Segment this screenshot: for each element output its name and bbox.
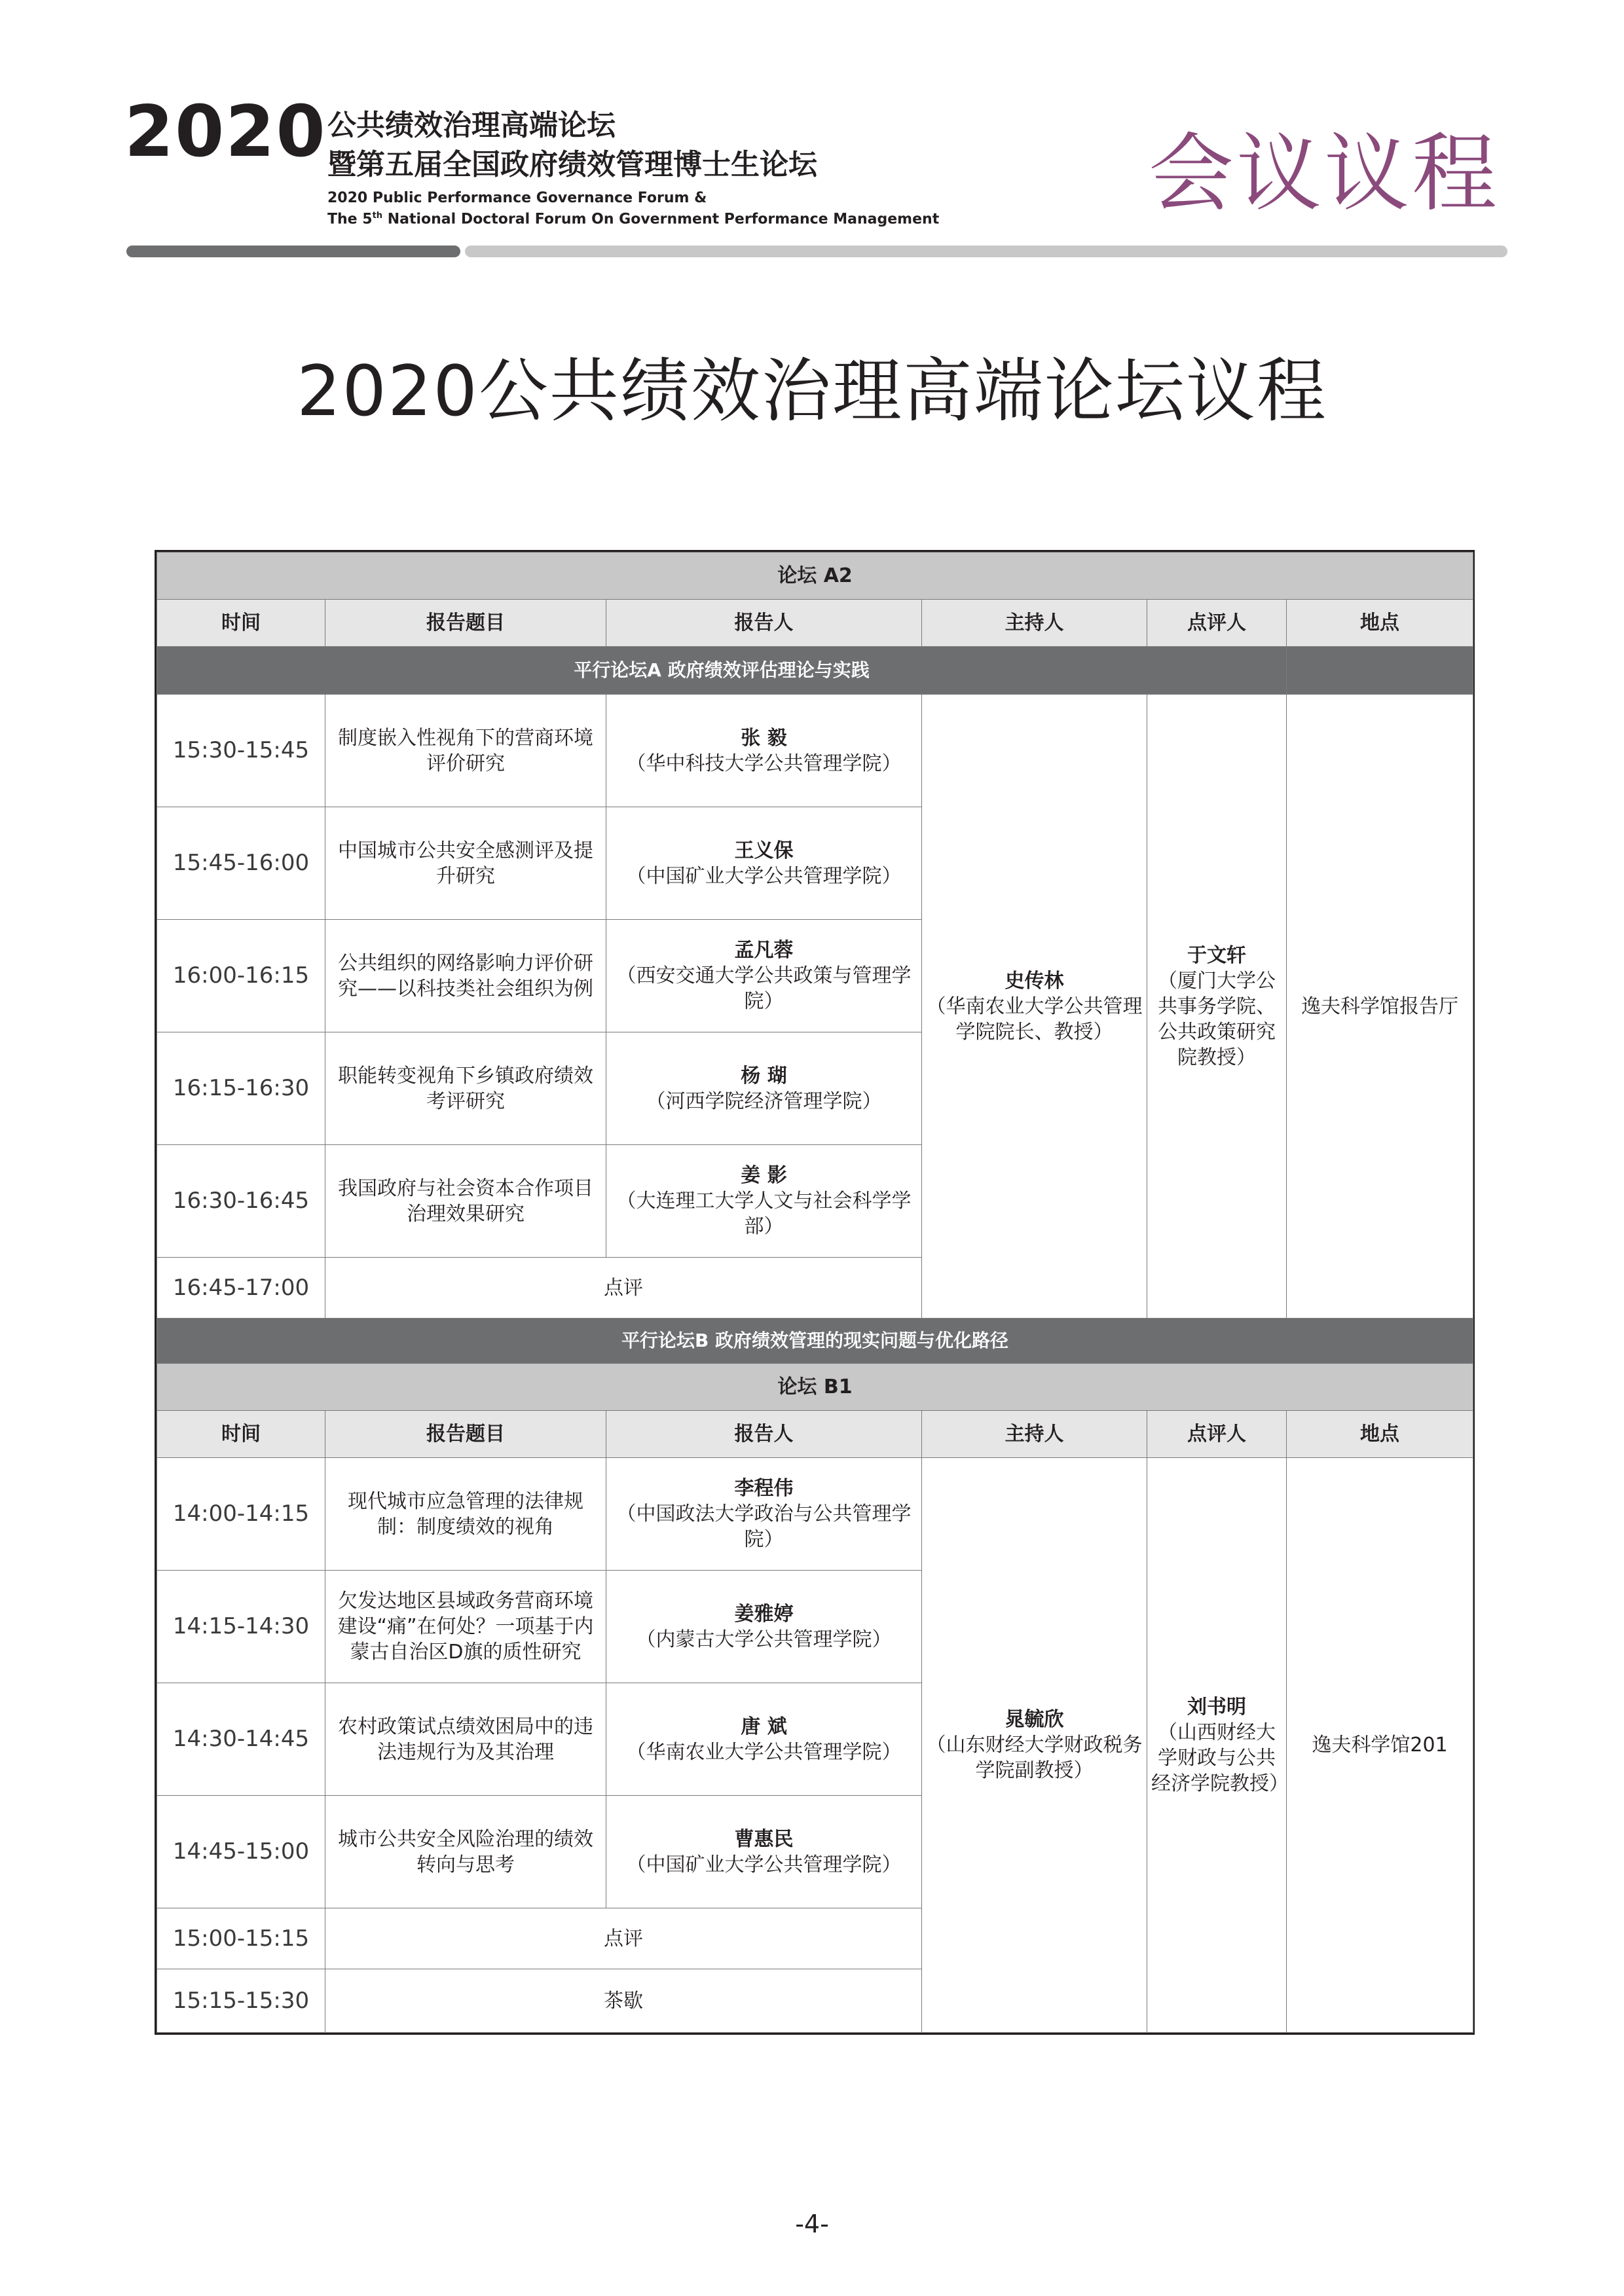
header-en-line1: 2020 Public Performance Governance Forum & [327, 190, 707, 206]
header-en-line2-sup: th [372, 211, 383, 221]
col-topic: 报告题目 [325, 600, 606, 647]
session-time: 16:00-16:15 [157, 920, 325, 1032]
reviewer-name: 刘书明 [1187, 1695, 1246, 1719]
session-speaker [606, 695, 922, 807]
session-topic: 公共组织的网络影响力评价研究——以科技类社会组织为例 [325, 920, 606, 1032]
session-topic: 我国政府与社会资本合作项目治理效果研究 [325, 1145, 606, 1258]
parallel-a-row [157, 647, 1473, 695]
session-topic: 中国城市公共安全感测评及提升研究 [325, 807, 606, 920]
session-topic: 农村政策试点绩效困局中的违法违规行为及其治理 [325, 1683, 606, 1796]
speaker-name: 孟凡蓉 [734, 939, 794, 962]
col-speaker: 报告人 [606, 600, 922, 647]
forum-b1-venue: 逸夫科学馆201 [1287, 1458, 1473, 2033]
review-label: 点评 [325, 1908, 922, 1969]
speaker-affiliation: （华南农业大学公共管理学院） [626, 1740, 902, 1764]
col-reviewer: 点评人 [1147, 1411, 1287, 1458]
session-speaker [606, 1032, 922, 1145]
speaker-name: 曹惠民 [734, 1827, 794, 1851]
reviewer-affiliation: （厦门大学公共事务学院、公共政策研究院教授） [1158, 969, 1276, 1069]
page-title: 2020公共绩效治理高端论坛议程 [297, 351, 1327, 431]
speaker-name: 唐 斌 [741, 1715, 787, 1738]
forum-b1-host [922, 1458, 1147, 2033]
agenda-table [155, 550, 1475, 2035]
col-venue: 地点 [1287, 600, 1473, 647]
speaker-affiliation: （中国政法大学政治与公共管理学院） [616, 1503, 912, 1551]
col-host: 主持人 [922, 1411, 1147, 1458]
speaker-name: 王义保 [734, 839, 794, 862]
session-speaker [606, 1683, 922, 1796]
speaker-affiliation: （华中科技大学公共管理学院） [626, 752, 902, 775]
column-header-row [157, 600, 1473, 647]
session-topic: 城市公共安全风险治理的绩效转向与思考 [325, 1796, 606, 1908]
speaker-name: 姜雅婷 [734, 1602, 794, 1626]
session-time: 15:30-15:45 [157, 695, 325, 807]
header-en-line2-post: National Doctoral Forum On Government Performance Management [382, 211, 940, 228]
forum-a2-reviewer [1147, 695, 1287, 1319]
header-bar-light [465, 246, 1507, 257]
header-cn-line2: 暨第五届全国政府绩效管理博士生论坛 [327, 148, 817, 181]
reviewer-affiliation: （山西财经大学财政与公共经济学院教授） [1151, 1721, 1289, 1795]
speaker-name: 张 毅 [741, 726, 787, 750]
session-topic: 职能转变视角下乡镇政府绩效考评研究 [325, 1032, 606, 1145]
session-time: 14:00-14:15 [157, 1458, 325, 1571]
session-time: 16:45-17:00 [157, 1258, 325, 1319]
session-time: 14:30-14:45 [157, 1683, 325, 1796]
header-year: 2020 [124, 91, 327, 173]
session-topic: 欠发达地区县域政务营商环境建设“痛”在何处？一项基于内蒙古自治区D旗的质性研究 [325, 1571, 606, 1683]
speaker-affiliation: （西安交通大学公共政策与管理学院） [616, 964, 912, 1013]
session-speaker [606, 807, 922, 920]
speaker-affiliation: （内蒙古大学公共管理学院） [636, 1628, 892, 1651]
speaker-name: 姜 影 [741, 1164, 787, 1187]
page-number: -4- [795, 2210, 829, 2238]
reviewer-name: 于文轩 [1187, 943, 1246, 967]
session-topic: 现代城市应急管理的法律规制：制度绩效的视角 [325, 1458, 606, 1571]
forum-a2-title-row [157, 553, 1473, 600]
speaker-affiliation: （中国矿业大学公共管理学院） [626, 1853, 902, 1876]
column-header-row [157, 1411, 1473, 1458]
session-topic: 制度嵌入性视角下的营商环境评价研究 [325, 695, 606, 807]
host-affiliation: （山东财经大学财政税务学院副教授） [926, 1734, 1143, 1782]
header-cn-line1: 公共绩效治理高端论坛 [327, 109, 616, 142]
forum-a2-host [922, 695, 1147, 1319]
parallel-a-venue-spacer [1287, 647, 1473, 695]
section-badge: 会议议程 [1148, 124, 1500, 223]
speaker-affiliation: （中国矿业大学公共管理学院） [626, 864, 902, 888]
col-speaker: 报告人 [606, 1411, 922, 1458]
session-time: 14:15-14:30 [157, 1571, 325, 1683]
col-topic: 报告题目 [325, 1411, 606, 1458]
session-speaker [606, 1458, 922, 1571]
col-host: 主持人 [922, 600, 1147, 647]
forum-b1-title: 论坛 B1 [157, 1364, 1473, 1411]
session-time: 15:45-16:00 [157, 807, 325, 920]
header-bar-dark [126, 246, 460, 257]
session-time: 15:15-15:30 [157, 1969, 325, 2033]
break-label: 茶歇 [325, 1969, 922, 2033]
session-time: 14:45-15:00 [157, 1796, 325, 1908]
speaker-affiliation: （大连理工大学人文与社会科学学部） [616, 1190, 912, 1238]
col-reviewer: 点评人 [1147, 600, 1287, 647]
speaker-affiliation: （河西学院经济管理学院） [646, 1089, 882, 1113]
forum-b1-title-row [157, 1364, 1473, 1411]
session-speaker [606, 1796, 922, 1908]
parallel-b-row [157, 1319, 1473, 1364]
host-name: 晁毓欣 [1005, 1708, 1064, 1731]
host-affiliation: （华南农业大学公共管理学院院长、教授） [926, 994, 1143, 1044]
forum-a2-title: 论坛 A2 [157, 553, 1473, 600]
table-row [157, 695, 1473, 807]
parallel-b-title: 平行论坛B 政府绩效管理的现实问题与优化路径 [157, 1319, 1473, 1364]
host-name: 史传林 [1005, 969, 1064, 993]
session-time: 16:15-16:30 [157, 1032, 325, 1145]
forum-a2-venue: 逸夫科学馆报告厅 [1287, 695, 1473, 1319]
header-en-line2 [327, 211, 939, 227]
forum-b1-reviewer [1147, 1458, 1287, 2033]
col-venue: 地点 [1287, 1411, 1473, 1458]
col-time: 时间 [157, 1411, 325, 1458]
parallel-a-title: 平行论坛A 政府绩效评估理论与实践 [157, 647, 1287, 695]
session-speaker [606, 1571, 922, 1683]
session-time: 16:30-16:45 [157, 1145, 325, 1258]
session-time: 15:00-15:15 [157, 1908, 325, 1969]
session-speaker [606, 1145, 922, 1258]
speaker-name: 李程伟 [734, 1477, 794, 1500]
col-time: 时间 [157, 600, 325, 647]
review-label: 点评 [325, 1258, 922, 1319]
session-speaker [606, 920, 922, 1032]
table-row [157, 1458, 1473, 1571]
header-en-line2-pre: The 5 [327, 211, 373, 228]
speaker-name: 杨 瑚 [741, 1064, 787, 1087]
